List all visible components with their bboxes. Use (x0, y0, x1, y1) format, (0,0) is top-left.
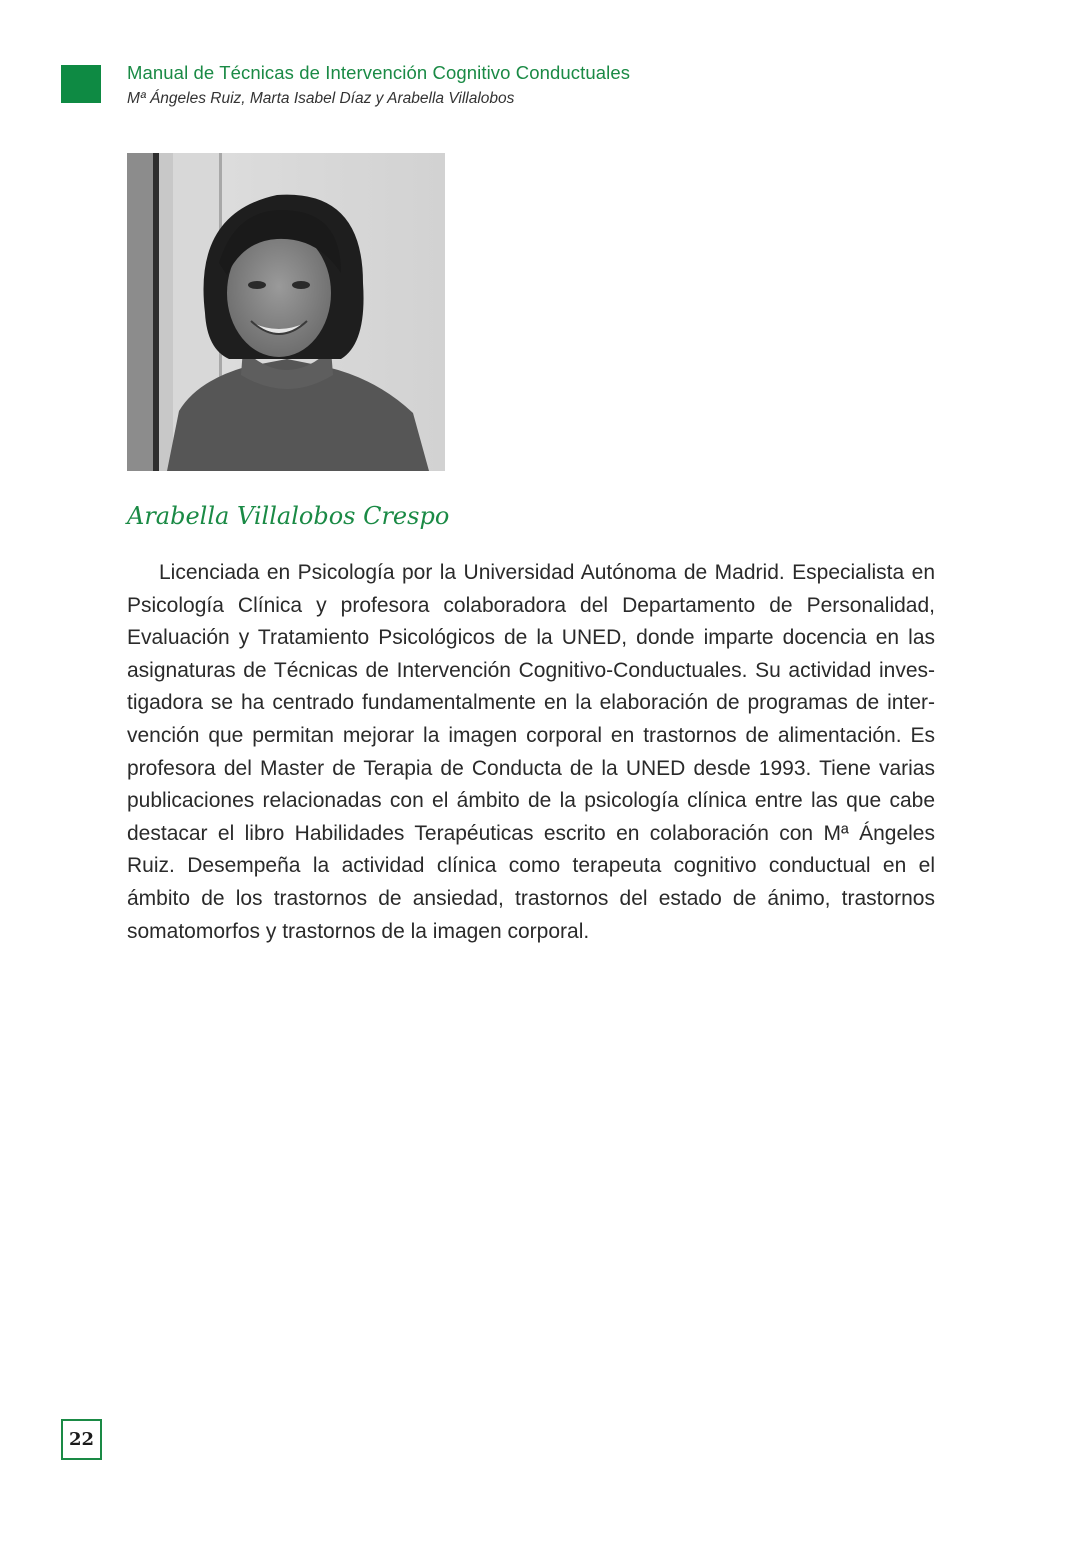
book-title: Manual de Técnicas de Intervención Cognitivo Conductuales (127, 62, 631, 83)
header-accent-square (61, 65, 101, 103)
profile-name: Arabella Villalobos Crespo (127, 502, 450, 530)
page-number: 22 (61, 1419, 102, 1460)
profile-bio: Licenciada en Psicología por la Universidad Autónoma de Madrid. Especialista en Psicología Clínica y profesora colaboradora del Departamento de Personalidad, Evaluación y Tratamiento Psicológicos de la UNED, donde imparte docencia en las asignaturas de Técnicas de Intervención Cognitivo-Conductuales. Su actividad investigadora se ha centrado fundamentalmente en la elaboración de programas de intervención que permitan mejorar la imagen corporal en trastornos de alimentación. Es profesora del Master de Terapia de Conducta de la UNED desde 1993. Tiene varias publicaciones relacionadas con el ámbito de la psicología clínica entre las que cabe destacar el libro Habilidades Terapéuticas escrito en colaboración con Mª Ángeles Ruiz. Desempeña la actividad clínica como terapeuta cognitivo conductual en el ámbito de los trastornos de ansiedad, trastornos del estado de ánimo, trastornos somatomorfos y trastornos de la imagen corporal. (127, 561, 935, 943)
book-authors: Mª Ángeles Ruiz, Marta Isabel Díaz y Arabella Villalobos (127, 90, 515, 107)
portrait-photo (127, 153, 445, 471)
